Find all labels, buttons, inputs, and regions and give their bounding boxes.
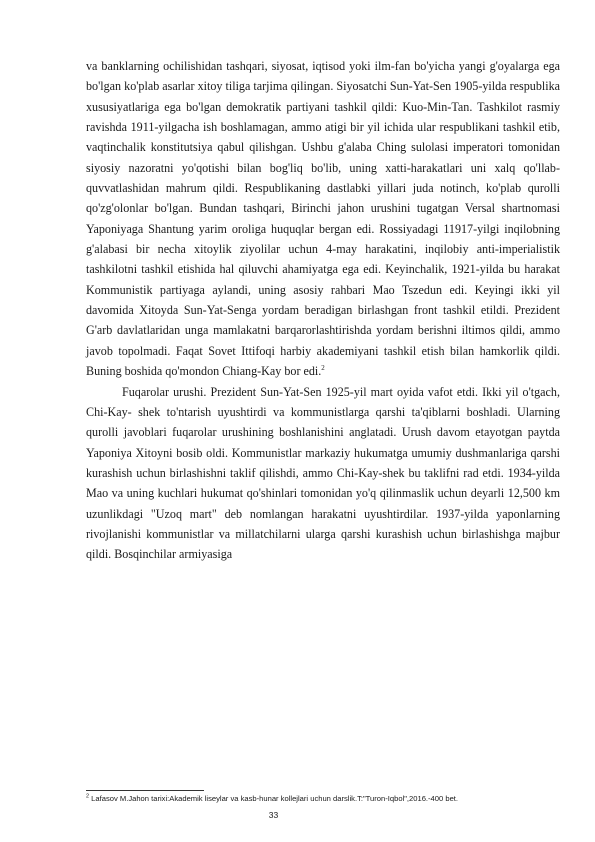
paragraph-1-text: va banklarning ochilishidan tashqari, siyosat, iqtisod yoki ilm-fan bo'yicha yangi g'oyalarga ega bo'lgan ko'plab asarlar xitoy tiliga tarjima qilingan. Siyosatchi Sun-Yat-Sen 1905-yilda respublika xususiyatlariga ega bo'lgan demokratik partiyani tashkil qildi: Kuo-Min-Tan. Tashkilot rasmiy ravishda 1911-yilgacha ish boshlamagan, ammo atigi bir yil ichida ular respublikani tashkil etib, vaqtinchalik konstitutsiya qabul qilishgan. Ushbu g'alaba Ching sulolasi imperatori tomonidan siyosiy nazoratni yo'qotishi bilan bog'liq bo'lib, uning xatti-harakatlari uni xalq qo'llab-quvvatlashidan mahrum qildi. Respublikaning dastlabki yillari juda notinch, ko'plab qurolli qo'zg'olonlar bo'lgan. Bundan tashqari, Birinchi jahon urushini tugatgan Versal shartnomasi Yaponiyaga Shantung yarim oroliga huquqlar bergan edi. Rossiyadagi 11917-yilgi inqilobning g'alabasi bir necha xitoylik ziyolilar uchun 4-may harakatini, inqilobiy anti-imperialistik tashkilotni tashkil etishida hal qiluvchi ahamiyatga ega edi. Keyinchalik, 1921-yilda bu harakat Kommunistik partiyaga aylandi, uning asosiy rahbari Mao Tszedun edi. Keyingi ikki yil davomida Xitoyda Sun-Yat-Senga yordam beradigan birlashgan front tashkil etildi. Prezident G'arb davlatlaridan unga mamlakatni barqarorlashtirishda yordam berishni iltimos qildi, ammo javob topolmadi. Faqat Sovet Ittifoqi harbiy akademiyani tashkil etish bilan hamkorlik qildi. Buning boshida qo'mondon Chiang-Kay bor edi. (86, 59, 560, 379)
body-text (86, 56, 560, 565)
paragraph-1 (86, 56, 560, 382)
footnote-reference[interactable]: 2 (321, 364, 325, 373)
footnote-text: Lafasov M.Jahon tarixi:Akademik liseylar va kasb-hunar kollejlari uchun darslik.T:"Turon-Iqbol",2016.-400 bet. (89, 794, 459, 803)
footnote-divider (86, 790, 204, 791)
page-number (0, 810, 595, 820)
page-number-label: 33 (268, 810, 279, 820)
footnote (86, 794, 560, 804)
footnote-number: 2 (86, 793, 90, 800)
paragraph-2: Fuqarolar urushi. Prezident Sun-Yat-Sen 1925-yil mart oyida vafot etdi. Ikki yil o'tgach, Chi-Kay- shek to'ntarish uyushtirdi va kommunistlarga qarshi ta'qiblarni boshladi. Ularning qurolli javoblari fuqarolar urushining boshlanishini anglatadi. Urush davom etayotgan paytda Yaponiya Xitoyni bosib oldi. Kommunistlar markaziy hukumatga umumiy dushmanlariga qarshi kurashish uchun birlashishni taklif qilishdi, ammo Chi-Kay-shek bu taklifni rad etdi. 1934-yilda Mao va uning kuchlari hukumat qo'shinlari tomonidan yo'q qilinmaslik uchun deyarli 12,500 km uzunlikdagi "Uzoq mart" deb nomlangan harakatni uyushtirdilar. 1937-yilda yaponlarning rivojlanishi kommunistlar va millatchilarni ularga qarshi kurashish uchun birlashishga majbur qildi. Bosqinchilar armiyasiga (86, 384, 560, 562)
